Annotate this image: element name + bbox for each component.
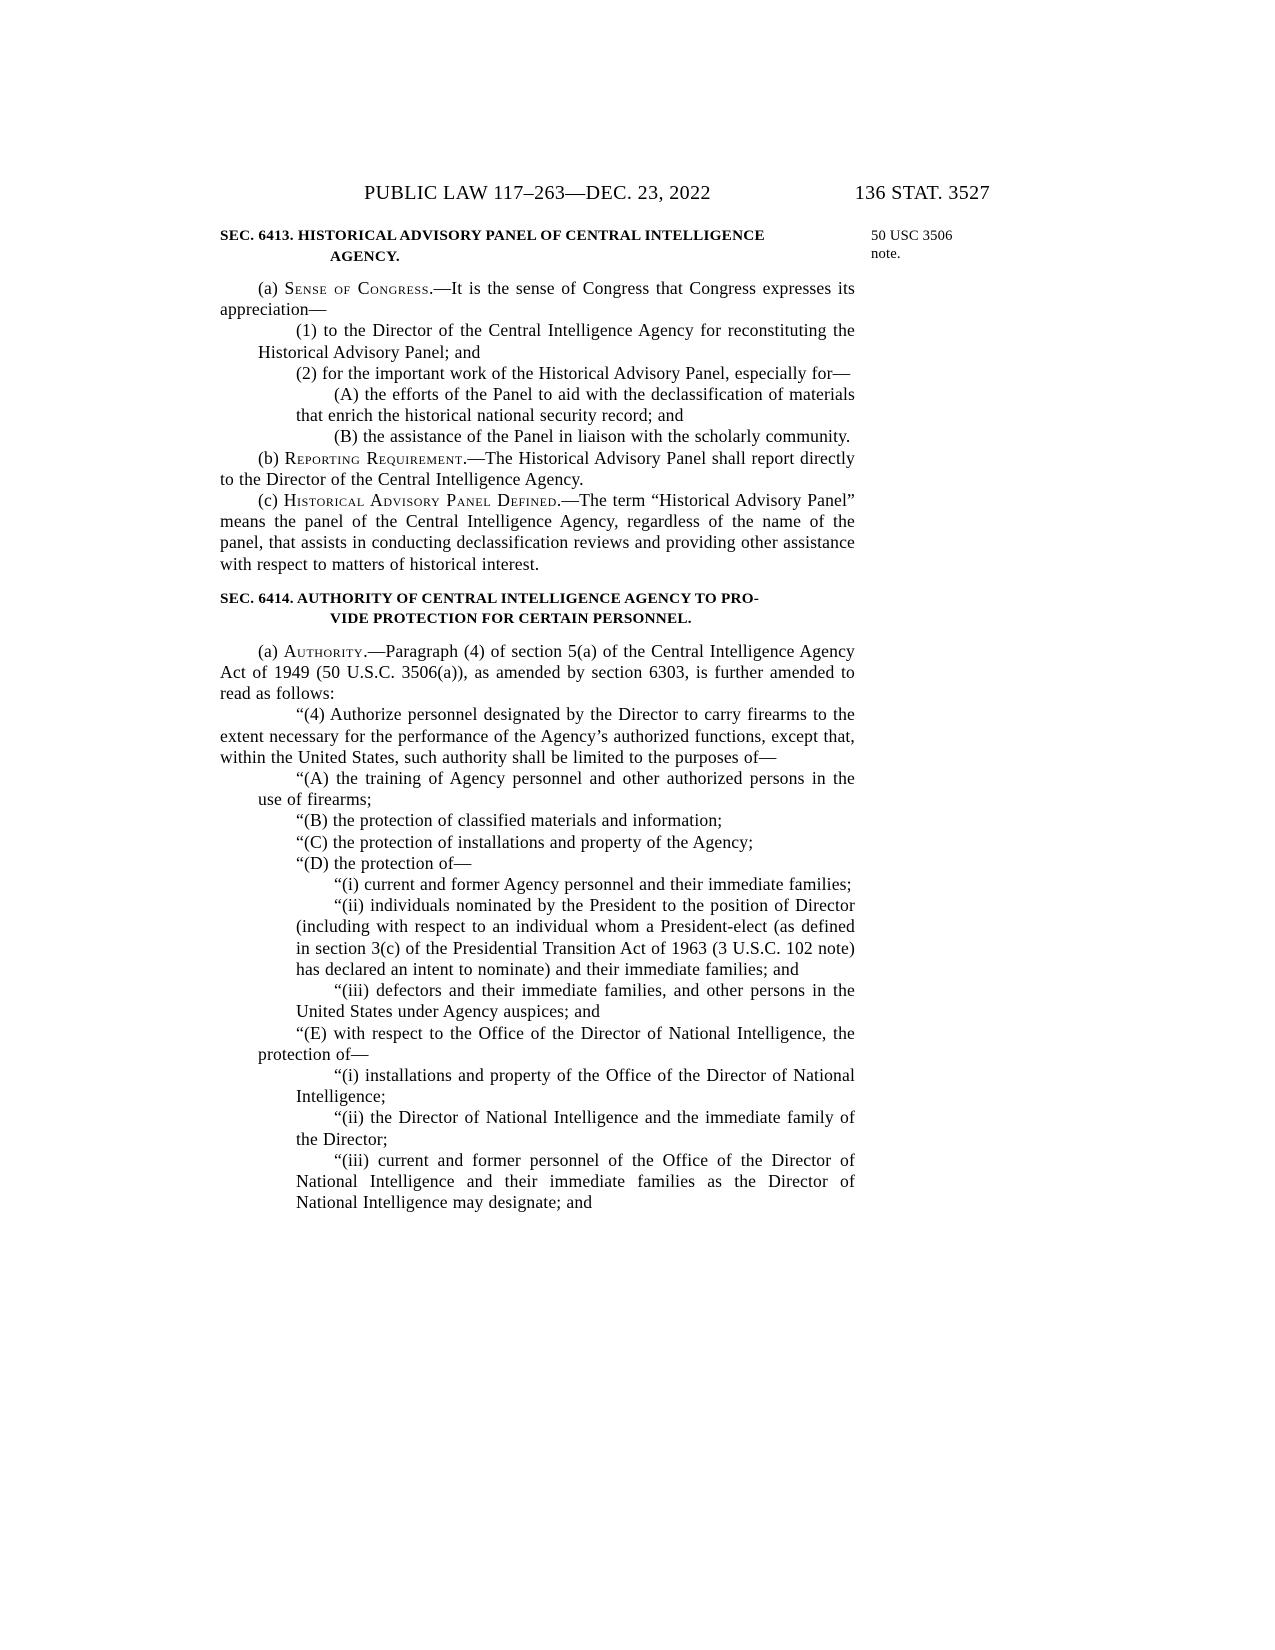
- statute-paragraph: [220, 874, 855, 895]
- running-head: [220, 182, 990, 208]
- statute-paragraph: [220, 641, 855, 705]
- text-run: .—The Historical Advisory Panel shall report directly to the Director of the Central Intelligence Agency.: [220, 447, 855, 489]
- section-heading-line: SEC. 6414. AUTHORITY OF CENTRAL INTELLIGENCE AGENCY TO PRO-: [220, 589, 760, 607]
- text-run: (a): [258, 278, 285, 298]
- statute-paragraph: [220, 384, 855, 426]
- text-run: “(E) with respect to the Office of the Director of National Intelligence, the protection of—: [258, 1022, 855, 1064]
- statute-paragraph: [220, 363, 855, 384]
- small-caps-label: Reporting Requirement: [284, 447, 463, 468]
- small-caps-label: Authority: [283, 640, 364, 661]
- statute-paragraph: [220, 832, 855, 853]
- text-run: (b): [258, 447, 285, 468]
- section-heading-line: SEC. 6413. HISTORICAL ADVISORY PANEL OF CENTRAL INTELLIGENCE: [220, 227, 765, 244]
- statute-paragraph: [220, 810, 855, 831]
- statute-paragraph: [220, 704, 855, 768]
- statute-paragraph: [220, 768, 855, 810]
- text-run: “(i) installations and property of the Office of the Director of National Intelligence;: [296, 1064, 855, 1107]
- margin-note: 50 USC 3506 note.: [871, 228, 953, 262]
- statute-paragraph: [220, 490, 855, 575]
- text-run: “(iii) current and former personnel of the Office of the Director of National Intelligence and their immediate families as the Director of National Intelligence may designate; and: [296, 1149, 855, 1213]
- statute-paragraph: [220, 895, 855, 980]
- text-run: (B) the assistance of the Panel in liaison with the scholarly community.: [334, 426, 851, 447]
- statute-paragraph: [220, 426, 855, 447]
- statute-paragraph: [220, 278, 855, 320]
- text-run: “(C) the protection of installations and property of the Agency;: [296, 831, 754, 852]
- section-heading: [220, 589, 855, 630]
- text-run: “(ii) individuals nominated by the President to the position of Director (including with respect to an individual whom a President-elect (as defined in section 3(c) of the Presidential Transition Act of 1963 (3 U.S.C. 102 note) has declared an intent to nominate) and their immediate families; and: [296, 895, 855, 979]
- text-run: “(ii) the Director of National Intelligence and the immediate family of the Director;: [296, 1107, 855, 1149]
- statute-paragraph: [220, 1023, 855, 1065]
- small-caps-label: Sense of Congress: [284, 278, 429, 298]
- text-run: “(iii) defectors and their immediate families, and other persons in the United States under Agency auspices; and: [296, 980, 855, 1022]
- text-run: .—The term “Historical Advisory Panel” means the panel of the Central Intelligence Agency, regardless of the name of the panel, that assists in conducting declassification reviews and providing other assistance with respect to matters of historical interest.: [220, 490, 855, 574]
- text-run: (1) to the Director of the Central Intelligence Agency for reconstituting the Historical Advisory Panel; and: [258, 320, 855, 362]
- statute-paragraph: [220, 320, 855, 362]
- section-heading-line: AGENCY.: [330, 247, 400, 265]
- document-blocks: [220, 226, 855, 1213]
- statute-paragraph: [220, 1150, 855, 1214]
- public-law-citation: PUBLIC LAW 117–263—DEC. 23, 2022: [364, 182, 711, 204]
- text-run: .—It is the sense of Congress that Congress expresses its appreciation—: [220, 278, 855, 320]
- text-run: “(i) current and former Agency personnel and their immediate families;: [334, 874, 852, 895]
- text-run: (c): [258, 490, 284, 511]
- statute-paragraph: [220, 1107, 855, 1149]
- statute-paragraph: [220, 980, 855, 1022]
- text-run: “(B) the protection of classified materials and information;: [296, 810, 723, 831]
- text-run: (2) for the important work of the Historical Advisory Panel, especially for—: [296, 362, 851, 383]
- statute-paragraph: [220, 853, 855, 874]
- statute-paragraph: [220, 1065, 855, 1107]
- text-run: “(A) the training of Agency personnel and other authorized persons in the use of firearms;: [258, 768, 855, 810]
- text-run: (a): [258, 640, 284, 661]
- text-run: (A) the efforts of the Panel to aid with the declassification of materials that enrich the historical national security record; and: [296, 384, 855, 426]
- text-run: “(4) Authorize personnel designated by the Director to carry firearms to the extent necessary for the performance of the Agency’s authorized functions, except that, within the United States, such authority shall be limited to the purposes of—: [220, 704, 855, 767]
- statute-paragraph: [220, 448, 855, 490]
- section-heading-line: VIDE PROTECTION FOR CERTAIN PERSONNEL.: [330, 610, 692, 628]
- section-heading: [220, 226, 855, 267]
- text-run: “(D) the protection of—: [296, 852, 472, 873]
- statutes-at-large-citation: 136 STAT. 3527: [854, 182, 990, 204]
- text-run: .—Paragraph (4) of section 5(a) of the Central Intelligence Agency Act of 1949 (50 U.S.C. 3506(a)), as amended by section 6303, is further amended to read as follows:: [220, 640, 855, 704]
- small-caps-label: Historical Advisory Panel Defined: [283, 490, 557, 511]
